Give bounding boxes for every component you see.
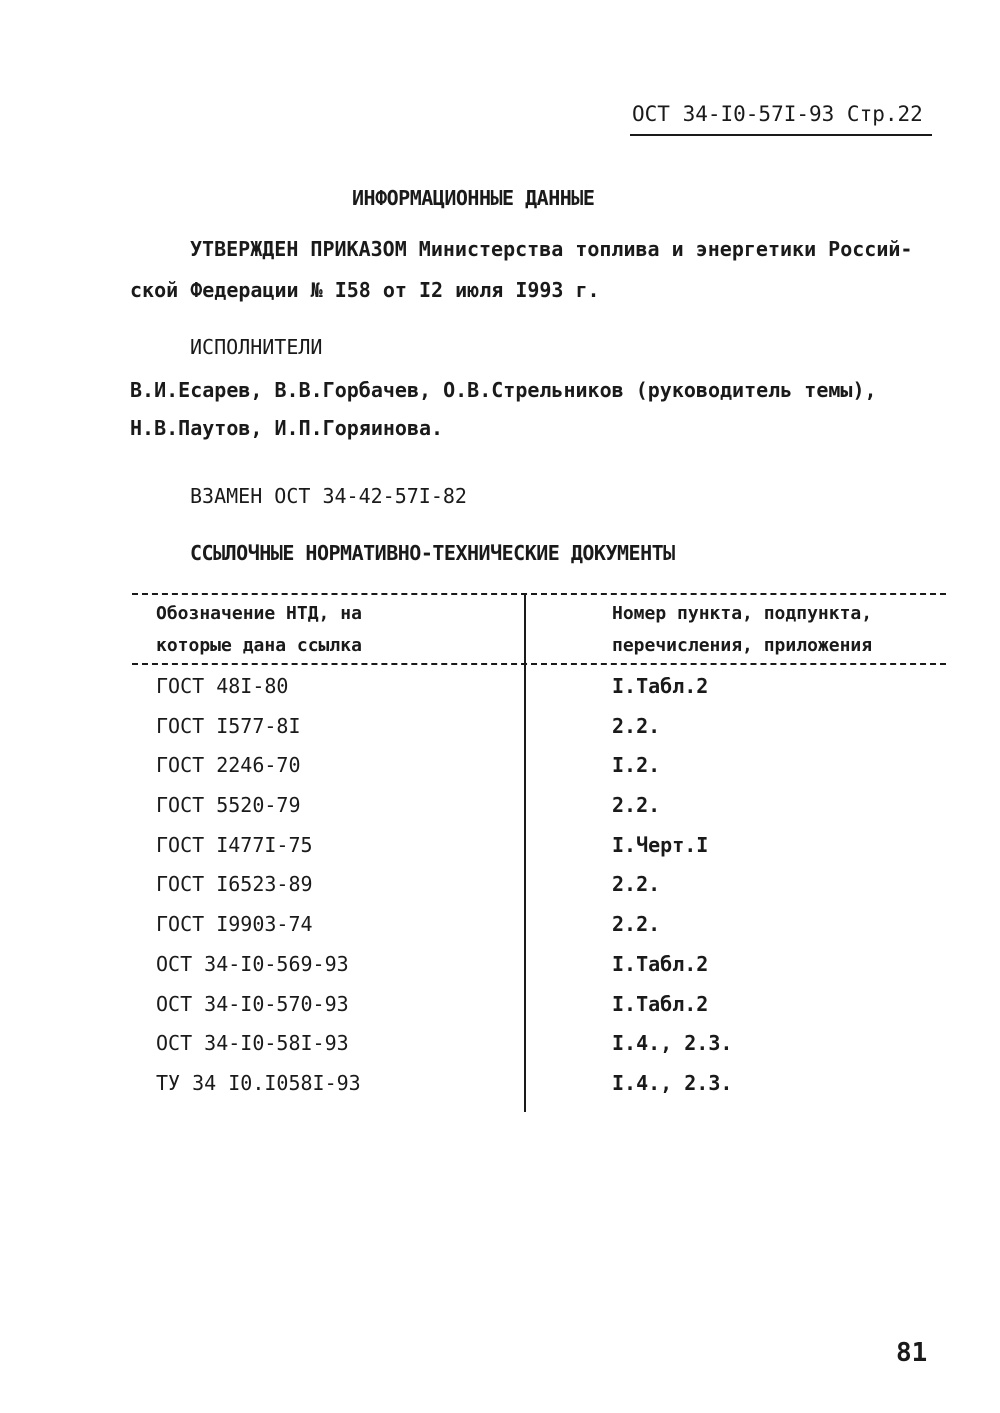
table-body xyxy=(0,674,1000,1111)
table-header-line: Обозначение НТД, на xyxy=(156,603,362,624)
table-row xyxy=(0,833,1000,873)
table-header-line: Номер пункта, подпункта, xyxy=(612,603,873,624)
table-header-designation xyxy=(156,598,362,662)
ntd-designation: ГОСТ 48I-80 xyxy=(156,674,289,698)
performers-line-2: Н.В.Паутов, И.П.Горяинова. xyxy=(130,416,444,440)
page-number: 81 xyxy=(896,1338,928,1368)
header-underline xyxy=(630,134,932,136)
table-row xyxy=(0,714,1000,754)
table-row xyxy=(0,1031,1000,1071)
performers-line-1: В.И.Есарев, В.В.Горбачев, О.В.Стрельников (руководитель темы), xyxy=(130,378,877,402)
ntd-designation: ГОСТ I9903-74 xyxy=(156,912,313,937)
ntd-designation: ГОСТ I577-8I xyxy=(156,713,301,738)
document-header: ОСТ 34-I0-57I-93 Стр.22 xyxy=(632,102,923,126)
table-top-rule xyxy=(132,593,946,595)
table-row xyxy=(0,674,1000,714)
table-row xyxy=(0,1071,1000,1111)
clause-reference: I.4., 2.3. xyxy=(612,1070,733,1095)
table-row xyxy=(0,992,1000,1032)
clause-reference: I.Табл.2 xyxy=(612,674,709,698)
clause-reference: I.4., 2.3. xyxy=(612,1031,733,1056)
clause-reference: 2.2. xyxy=(612,872,661,897)
clause-reference: 2.2. xyxy=(612,912,661,937)
table-header-rule xyxy=(132,663,946,665)
clause-reference: I.Табл.2 xyxy=(612,951,709,976)
table-row xyxy=(0,912,1000,952)
table-row xyxy=(0,952,1000,992)
clause-reference: I.Черт.I xyxy=(612,832,709,857)
table-row xyxy=(0,872,1000,912)
ntd-designation: ОСТ 34-I0-569-93 xyxy=(156,951,349,976)
ntd-designation: ГОСТ 2246-70 xyxy=(156,753,301,778)
clause-reference: 2.2. xyxy=(612,713,661,738)
ntd-designation: ГОСТ I6523-89 xyxy=(156,872,313,897)
performers-heading: ИСПОЛНИТЕЛИ xyxy=(190,335,323,359)
replaces-line: ВЗАМЕН ОСТ 34-42-57I-82 xyxy=(190,484,467,508)
ntd-designation: ОСТ 34-I0-570-93 xyxy=(156,991,349,1016)
table-header-line: перечисления, приложения xyxy=(612,635,873,656)
table-row xyxy=(0,753,1000,793)
ntd-designation: ТУ 34 I0.I058I-93 xyxy=(156,1070,361,1095)
ntd-designation: ГОСТ 5520-79 xyxy=(156,793,301,818)
approval-line-1: УТВЕРЖДЕН ПРИКАЗОМ Министерства топлива и энергетики Россий- xyxy=(190,237,913,261)
clause-reference: 2.2. xyxy=(612,793,661,818)
approval-line-2: ской Федерации № I58 от I2 июля I993 г. xyxy=(130,278,600,302)
clause-reference: I.2. xyxy=(612,753,661,778)
table-header-line: которые дана ссылка xyxy=(156,635,362,656)
section-title: ИНФОРМАЦИОННЫЕ ДАННЫЕ xyxy=(352,186,595,210)
ntd-designation: ОСТ 34-I0-58I-93 xyxy=(156,1031,349,1056)
ntd-designation: ГОСТ I477I-75 xyxy=(156,832,313,857)
table-header-clause xyxy=(612,598,872,662)
clause-reference: I.Табл.2 xyxy=(612,991,709,1016)
references-heading: ССЫЛОЧНЫЕ НОРМАТИВНО-ТЕХНИЧЕСКИЕ ДОКУМЕНТЫ xyxy=(190,541,675,565)
table-row xyxy=(0,793,1000,833)
